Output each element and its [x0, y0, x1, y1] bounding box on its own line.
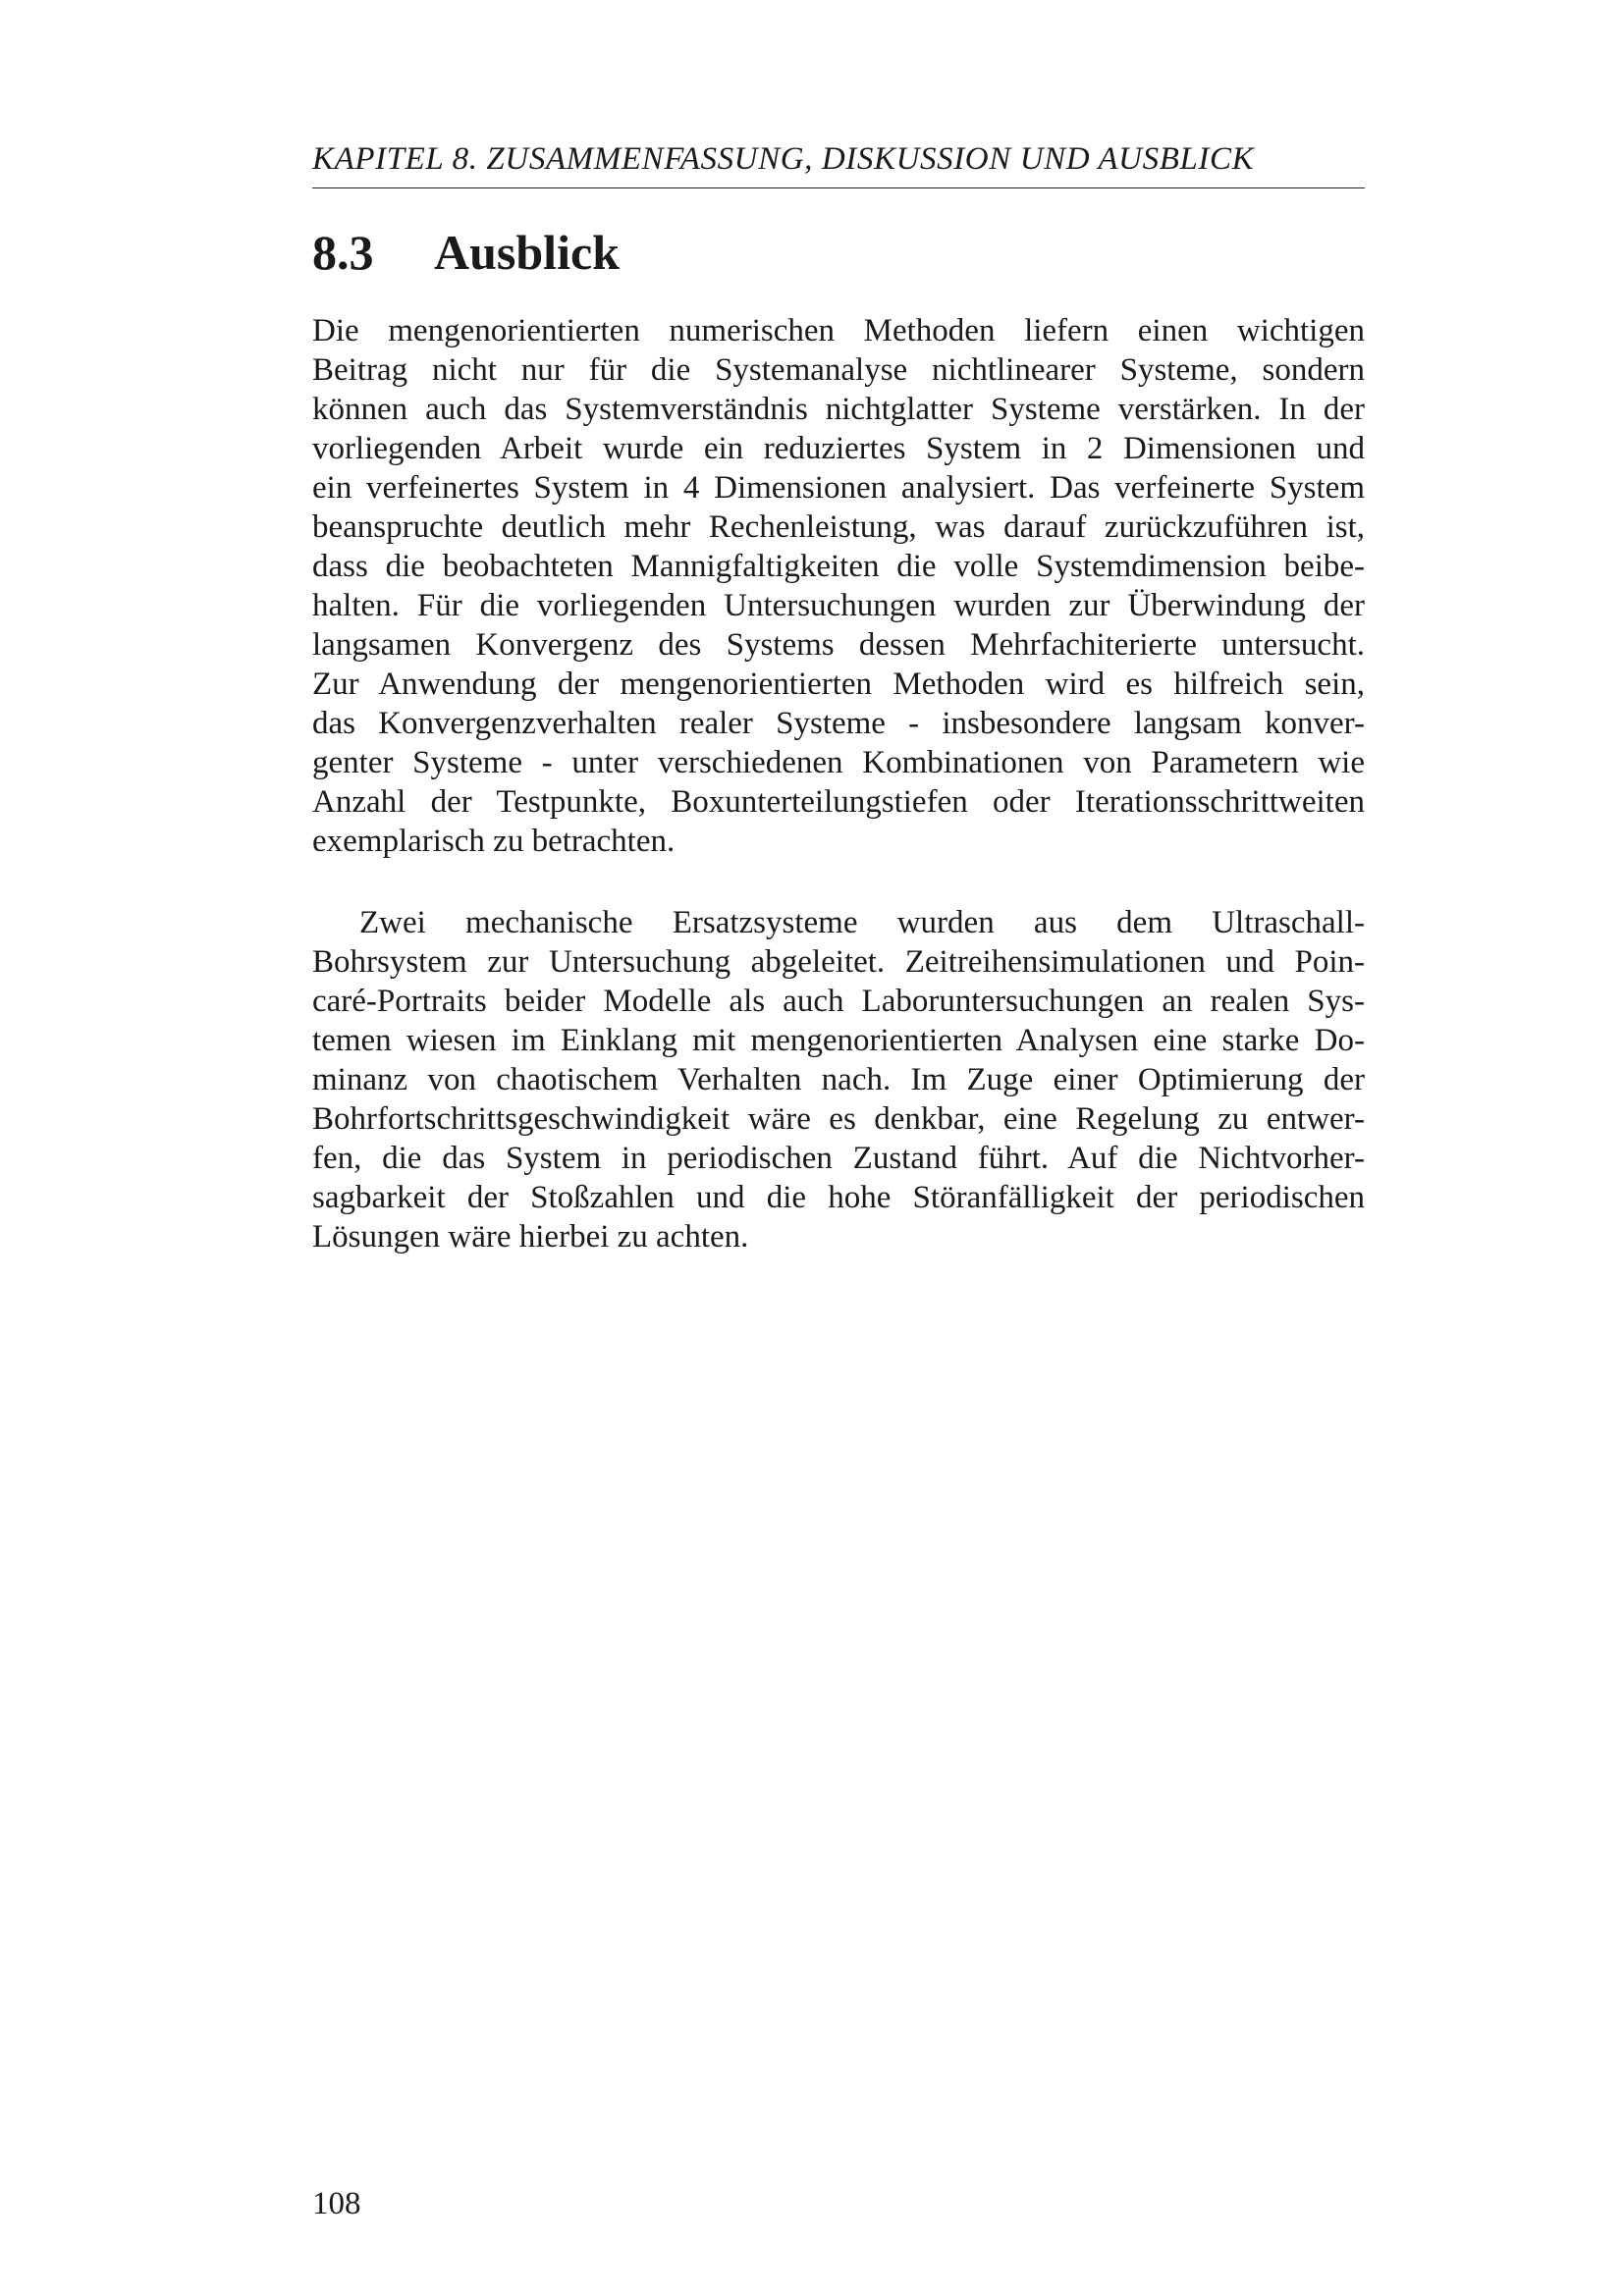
text-line: können auch das Systemverständnis nichtglatter Systeme verstärken. In der [312, 392, 1365, 427]
paragraph-2 [312, 903, 1365, 1256]
text-line: Zur Anwendung der mengenorientierten Methoden wird es hilfreich sein, [312, 667, 1365, 702]
text-line: exemplarisch zu betrachten. [312, 824, 676, 859]
text-line: Bohrsystem zur Untersuchung abgeleitet. Zeitreihensimulationen und Poin- [312, 944, 1365, 980]
text-line: Bohrfortschrittsgeschwindigkeit wäre es denkbar, eine Regelung zu entwer- [312, 1101, 1365, 1137]
text-line: sagbarkeit der Stoßzahlen und die hohe Störanfälligkeit der periodischen [312, 1180, 1365, 1215]
running-head: KAPITEL 8. ZUSAMMENFASSUNG, DISKUSSION UND AUSBLICK [312, 141, 1255, 177]
text-line: vorliegenden Arbeit wurde ein reduziertes System in 2 Dimensionen und [312, 431, 1365, 466]
text-line: fen, die das System in periodischen Zustand führt. Auf die Nichtvorher- [312, 1141, 1365, 1176]
section-number: 8.3 [312, 225, 374, 280]
text-line: das Konvergenzverhalten realer Systeme - insbesondere langsam konver- [312, 706, 1365, 741]
text-line: genter Systeme - unter verschiedenen Kombinationen von Parametern wie [312, 745, 1365, 780]
paragraph-1 [312, 311, 1365, 861]
text-line: dass die beobachteten Mannigfaltigkeiten die volle Systemdimension beibe- [312, 549, 1365, 584]
header-rule [312, 187, 1365, 188]
text-line: temen wiesen im Einklang mit mengenorientierten Analysen eine starke Do- [312, 1023, 1365, 1058]
text-line: beanspruchte deutlich mehr Rechenleistung, was darauf zurückzuführen ist, [312, 509, 1365, 545]
text-line: minanz von chaotischem Verhalten nach. Im Zuge einer Optimierung der [312, 1062, 1365, 1097]
text-line: Beitrag nicht nur für die Systemanalyse nichtlinearer Systeme, sondern [312, 352, 1365, 388]
text-line: Die mengenorientierten numerischen Methoden liefern einen wichtigen [312, 313, 1365, 348]
text-line: Zwei mechanische Ersatzsysteme wurden aus dem Ultraschall- [359, 905, 1365, 940]
section-heading [312, 222, 620, 283]
text-line: halten. Für die vorliegenden Untersuchungen wurden zur Überwindung der [312, 588, 1365, 623]
text-line: Anzahl der Testpunkte, Boxunterteilungstiefen oder Iterationsschrittweiten [312, 784, 1365, 820]
text-line: langsamen Konvergenz des Systems dessen Mehrfachiterierte untersucht. [312, 627, 1365, 663]
text-line: caré-Portraits beider Modelle als auch Laboruntersuchungen an realen Sys- [312, 984, 1365, 1019]
section-title: Ausblick [434, 225, 620, 280]
page-number: 108 [312, 2186, 361, 2221]
text-line: Lösungen wäre hierbei zu achten. [312, 1219, 749, 1255]
text-line: ein verfeinertes System in 4 Dimensionen analysiert. Das verfeinerte System [312, 470, 1365, 506]
